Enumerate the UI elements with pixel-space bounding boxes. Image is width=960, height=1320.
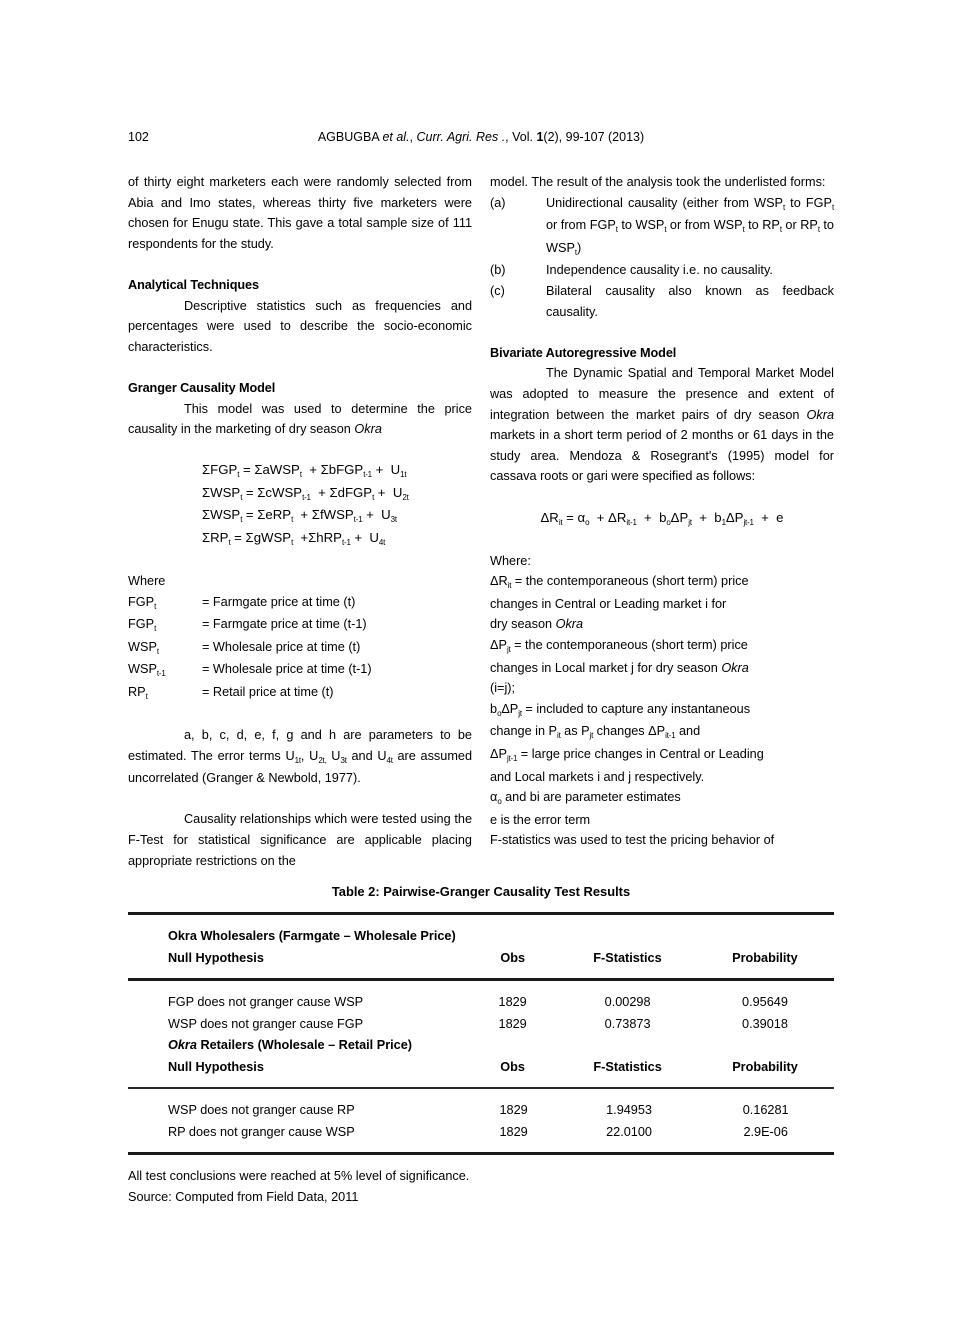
cell-fstatistics: 0.73873 <box>604 1016 651 1031</box>
where-label: Where <box>128 573 166 588</box>
paragraph-bivariate <box>490 363 834 487</box>
list-text: Independence causality i.e. no causality. <box>546 263 773 278</box>
page-number: 102 <box>128 130 149 144</box>
paragraph-causality-relationships: Causality relationships which were tested using the F-Test for statistical significance are applicable placing appropriate restrictions on the <box>128 812 472 868</box>
granger-definitions <box>128 571 472 705</box>
table-spacer-row <box>128 981 834 992</box>
cell-hypothesis: WSP does not granger cause RP <box>168 1103 355 1117</box>
cell-hypothesis: FGP does not granger cause WSP <box>168 995 364 1009</box>
definition-delta-p-line2: changes in Local market j for dry season Okra <box>490 660 749 675</box>
definition-row <box>128 637 472 660</box>
cell-probability: 0.95649 <box>742 995 788 1009</box>
definition-value: = Wholesale price at time (t-1) <box>202 662 372 677</box>
column-header-fstatistics: F-Statistics <box>593 950 662 965</box>
list-item <box>490 260 834 281</box>
citation-etal: et al. <box>382 130 410 144</box>
list-text: Bilateral causality also known as feedback causality. <box>546 283 834 319</box>
definition-value: = Farmgate price at time (t-1) <box>202 617 367 632</box>
list-marker: (c) <box>490 283 505 298</box>
list-item <box>490 193 834 261</box>
citation-author: AGBUGBA <box>317 130 383 144</box>
list-item <box>490 281 834 322</box>
cell-hypothesis: WSP does not granger cause FGP <box>168 1016 364 1031</box>
definition-row <box>128 614 472 637</box>
definition-delta-p-lag: $\Delta P_{jt-1}$ = large price changes in Central or Leading <box>490 746 764 763</box>
table-row <box>128 1122 834 1144</box>
cell-obs: 1829 <box>498 995 527 1009</box>
list-marker: (b) <box>490 263 506 278</box>
bivariate-text-2: markets in a short term period of 2 months or 61 days in the study area. Mendoza & Rosegrant's (1995) model for cassava roots or gari were specified as follows: <box>490 428 834 484</box>
definition-delta-r-line2: changes in Central or Leading market i for <box>490 596 727 611</box>
definition-value: = Farmgate price at time (t) <box>202 594 356 609</box>
cell-fstatistics: 22.0100 <box>606 1124 652 1139</box>
left-column <box>128 172 472 871</box>
list-marker: (a) <box>490 195 506 210</box>
definition-term: $WSP_t$ <box>128 639 159 656</box>
definition-term: $FGP_t$ <box>128 594 157 611</box>
section-title-rest: Retailers (Wholesale – Retail Price) <box>196 1038 412 1052</box>
section-title-wholesalers: Okra Wholesalers (Farmgate – Wholesale Price) <box>168 929 456 943</box>
section-title-retailers <box>128 1035 834 1057</box>
cell-fstatistics: 0.00298 <box>604 995 651 1009</box>
granger-text: This model was used to determine the price causality in the marketing of dry season <box>128 401 472 437</box>
cell-probability: 0.16281 <box>742 1103 789 1117</box>
results-table <box>128 915 834 978</box>
parameters-text-2: assumed uncorrelated (Granger & Newbold, 1977). <box>128 748 473 786</box>
table-rule-bottom <box>128 1152 834 1155</box>
equation-1: $\Sigma FGP_t$ = ΣaWSP$_t$ + ΣbFGP$_{t-1}$ + $U_{1t}$ <box>202 462 407 480</box>
paragraph-granger-causality <box>128 399 472 440</box>
definition-delta-p-lag-line2: and Local markets i and j respectively. <box>490 769 705 784</box>
table-spacer-row <box>128 1078 834 1087</box>
where-label-row <box>128 571 472 592</box>
table-row <box>128 992 834 1014</box>
section-title-okra-italic: Okra <box>168 1038 197 1052</box>
journal-citation <box>128 130 834 144</box>
results-table-body-2 <box>128 1089 834 1152</box>
running-head <box>128 130 834 150</box>
paragraph-analytical-techniques: Descriptive statistics such as frequencies and percentages were used to describe the socio-economic characteristics. <box>128 298 472 354</box>
table-row <box>128 1014 834 1036</box>
bivariate-definitions <box>490 551 834 851</box>
definition-error-term: e is the error term <box>490 812 591 827</box>
definition-row <box>128 682 472 705</box>
paragraph-parameters: a, b, c, d, e, f, g and h are parameters to be estimated. The error terms $U_{1t}$, $U_{2t,}$ $U_{3t}$ and $U_{4t}$ are assumed uncorrelated (Granger & Newbold, 1977). <box>128 728 473 786</box>
table-row <box>128 1100 834 1122</box>
table-section-title-row <box>128 926 834 948</box>
definition-row <box>128 659 472 682</box>
table-spacer-row <box>128 1143 834 1152</box>
definition-alpha: $\alpha_o$ and bi are parameter estimates <box>490 790 681 807</box>
heading-analytical-techniques: Analytical Techniques <box>128 277 259 292</box>
citation-volume: 1 <box>536 130 544 144</box>
table-spacer-row <box>128 969 834 978</box>
definition-term: $RP_t$ <box>128 684 148 701</box>
column-header-hypothesis: Null Hypothesis <box>168 950 264 965</box>
results-table-container <box>128 884 834 1208</box>
table-spacer-row <box>128 915 834 926</box>
equation-2: $\Sigma WSP_t$ = ΣcWSP$_{t-1}$ + ΣdFGP$_t$ + $U_{2t}$ <box>202 484 409 502</box>
equation-4: $\Sigma RP_t$ = ΣgWSP$_t$ $+\Sigma hRP_{t-1} + U_{4t}$ <box>202 529 386 547</box>
definition-term: $FGP_t$ <box>128 617 157 634</box>
definition-delta-r-line3: dry season Okra <box>490 617 584 632</box>
column-header-probability: Probability <box>732 1059 798 1074</box>
citation-issue-pages: (2), 99-107 (2013) <box>543 130 645 144</box>
cell-hypothesis: RP does not granger cause WSP <box>168 1124 355 1139</box>
note-significance: All test conclusions were reached at 5% level of significance. <box>128 1169 470 1183</box>
cell-fstatistics: 1.94953 <box>606 1103 652 1117</box>
definition-delta-r: $\Delta R_{it}$ = the contemporaneous (short term) price <box>490 574 749 591</box>
granger-okra-italic: Okra <box>354 422 382 437</box>
cell-probability: 0.39018 <box>742 1016 788 1031</box>
heading-granger-causality-model: Granger Causality Model <box>128 380 276 395</box>
definition-bo-delta-p-line2: change in $P_{it}$ as $P_{jt}$ changes $\Delta P_{it-1}$ and <box>490 724 701 741</box>
definition-f-statistics: F-statistics was used to test the pricing behavior of <box>490 833 775 848</box>
definition-row <box>128 592 472 615</box>
granger-equations <box>128 460 472 550</box>
parameters-text: a, b, c, d, e, f, g and h are parameters to be estimated. The error terms U <box>128 728 472 763</box>
definition-value: = Wholesale price at time (t) <box>202 639 361 654</box>
note-source: Source: Computed from Field Data, 2011 <box>128 1190 359 1204</box>
bivariate-equation: $\Delta R_{it} = \alpha_o + \Delta R_{it-1} + b_o\Delta P_{jt} + b_1\Delta P_{jt-1} + e$ <box>540 509 784 527</box>
definition-value: = Retail price at time (t) <box>202 684 334 699</box>
cell-obs: 1829 <box>499 1103 528 1117</box>
column-header-hypothesis: Null Hypothesis <box>168 1059 264 1074</box>
paragraph-model-continued: model. The result of the analysis took the underlisted forms: <box>490 175 826 189</box>
table-section-title-row <box>128 1035 834 1057</box>
table-notes <box>128 1166 834 1208</box>
citation-vol-label: , Vol. <box>505 130 537 144</box>
cell-probability: 2.9E-06 <box>743 1124 788 1139</box>
citation-sep1: , <box>409 130 417 144</box>
list-text: Unidirectional causality (either from $WSP_t$ to $FGP_t$ or from $FGP_t$ to $WSP_t$ or from $WSP_t$ to $RP_t$ or $RP_t$ to $WSP_t$) <box>546 195 834 257</box>
heading-bivariate-autoregressive-model: Bivariate Autoregressive Model <box>490 345 677 360</box>
table-caption: Table 2: Pairwise-Granger Causality Test Results <box>331 884 631 899</box>
column-header-probability: Probability <box>732 950 798 965</box>
table-header-row <box>128 1057 834 1079</box>
column-header-obs: Obs <box>500 1059 525 1074</box>
definition-delta-p: $\Delta P_{jt}$ = the contemporaneous (short term) price <box>490 637 748 654</box>
cell-obs: 1829 <box>499 1124 528 1139</box>
bivariate-okra-italic: Okra <box>806 407 834 422</box>
where-label: Where: <box>490 553 531 568</box>
equation-3: $\Sigma WSP_t = \Sigma eRP_t$ + ΣfWSP$_{t-1}$ + $U_{3t}$ <box>202 507 397 525</box>
results-table-body-1 <box>128 981 834 1087</box>
definition-bo-delta-p: $b_o\Delta P_{jt}$ = included to capture any instantaneous <box>490 701 751 718</box>
table-header-row <box>128 948 834 970</box>
cell-obs: 1829 <box>498 1016 527 1031</box>
column-header-obs: Obs <box>500 950 526 965</box>
paragraph-continued: of thirty eight marketers each were randomly selected from Abia and Imo states, whereas thirty five marketers were chosen for Enugu state. This gave a total sample size of 111 respondents for the study. <box>128 175 472 251</box>
table-spacer-row <box>128 1089 834 1100</box>
column-header-fstatistics: F-Statistics <box>593 1059 662 1074</box>
right-column <box>490 172 834 851</box>
citation-journal: Curr. Agri. Res . <box>416 130 506 144</box>
definition-term: $WSP_{t-1}$ <box>128 662 166 679</box>
definition-delta-p-line3: (i=j); <box>490 681 516 696</box>
bivariate-text-1: The Dynamic Spatial and Temporal Market Model was adopted to measure the presence and extent of integration between the market pairs of dry season <box>490 366 834 422</box>
